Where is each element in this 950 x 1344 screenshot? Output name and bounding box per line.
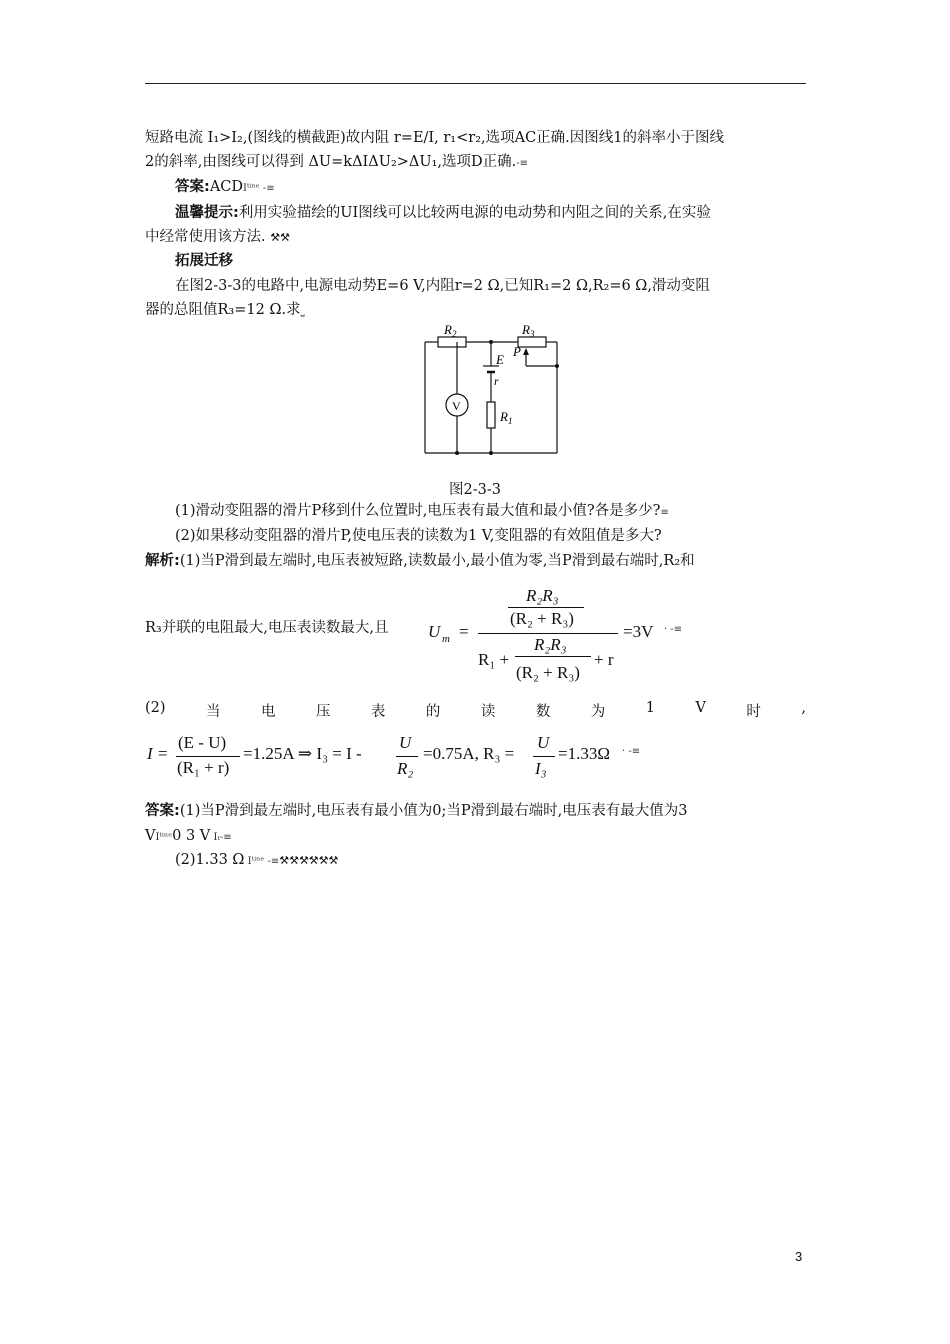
tip-line2: 中经常使用该方法. ⚒⚒	[145, 229, 290, 245]
tip-line1: 温馨提示:利用实验描绘的UI图线可以比较两电源的电动势和内阻之间的关系,在实验	[175, 205, 711, 221]
circuit-diagram	[410, 318, 570, 460]
question-2: (2)如果移动变阻器的滑片P,使电压表的读数为1 V,变阻器的有效阻值是多大?	[175, 528, 662, 544]
answer1: 答案:ACDIᵗⁱⁿᵉ -≡	[175, 179, 275, 195]
analysis-line1: 解析:(1)当P滑到最左端时,电压表被短路,读数最小,最小值为零,当P滑到最右端时,R₂和	[145, 553, 695, 569]
label-r3: $R_3$	[522, 322, 535, 339]
label-r1: $R_1$	[500, 409, 513, 426]
label-r2: $R_2$	[444, 322, 457, 339]
answer1-label: 答案:	[175, 179, 210, 195]
answer1-text: ACD	[209, 179, 244, 195]
figure-caption: 图2-3-3	[449, 482, 501, 498]
question-1: (1)滑动变阻器的滑片P移到什么位置时,电压表有最大值和最小值?各是多少?≡	[175, 503, 669, 519]
header-rule	[145, 83, 806, 84]
answer2-line1: 答案:(1)当P滑到最左端时,电压表有最小值为0;当P滑到最右端时,电压表有最大值为3	[145, 803, 688, 819]
label-r: r	[494, 374, 499, 388]
problem-line2: 器的总阻值R₃=12 Ω.求⎵	[145, 302, 305, 318]
answer2-line2: VIᵗⁱⁿᵉ0 3 V Iₜ-≡	[145, 828, 232, 844]
problem-line1: 在图2-3-3的电路中,电源电动势E=6 V,内阻r=2 Ω,已知R₁=2 Ω,R₂=6 Ω,滑动变阻	[175, 278, 710, 294]
section-title: 拓展迁移	[175, 253, 233, 269]
answer2-label: 答案:	[145, 803, 180, 819]
label-v: V	[452, 399, 461, 413]
resistor-r1	[487, 402, 495, 428]
tip-label: 温馨提示:	[175, 205, 239, 221]
analysis-label: 解析:	[145, 553, 180, 569]
page-number: 3	[795, 1249, 803, 1264]
label-e: E	[496, 352, 504, 367]
analysis-line2: R₃并联的电阻最大,电压表读数最大,且	[145, 620, 389, 636]
analysis-line3: (2) 当 电 压 表 的 读 数 为 1 V 时 ,	[145, 700, 806, 720]
para1-line2: 2的斜率,由图线可以得到 ΔU=kΔIΔU₂>ΔU₁,选项D正确.-≡	[145, 154, 529, 170]
label-p: P	[513, 344, 521, 359]
para1-line1: 短路电流 I₁>I₂,(图线的横截距)故内阻 r=E/I, r₁<r₂,选项AC正确.因图线1的斜率小于图线	[145, 130, 725, 146]
answer2-line3: (2)1.33 Ω Iᵗⁱⁿᵉ -≡⚒⚒⚒⚒⚒⚒	[175, 852, 339, 868]
